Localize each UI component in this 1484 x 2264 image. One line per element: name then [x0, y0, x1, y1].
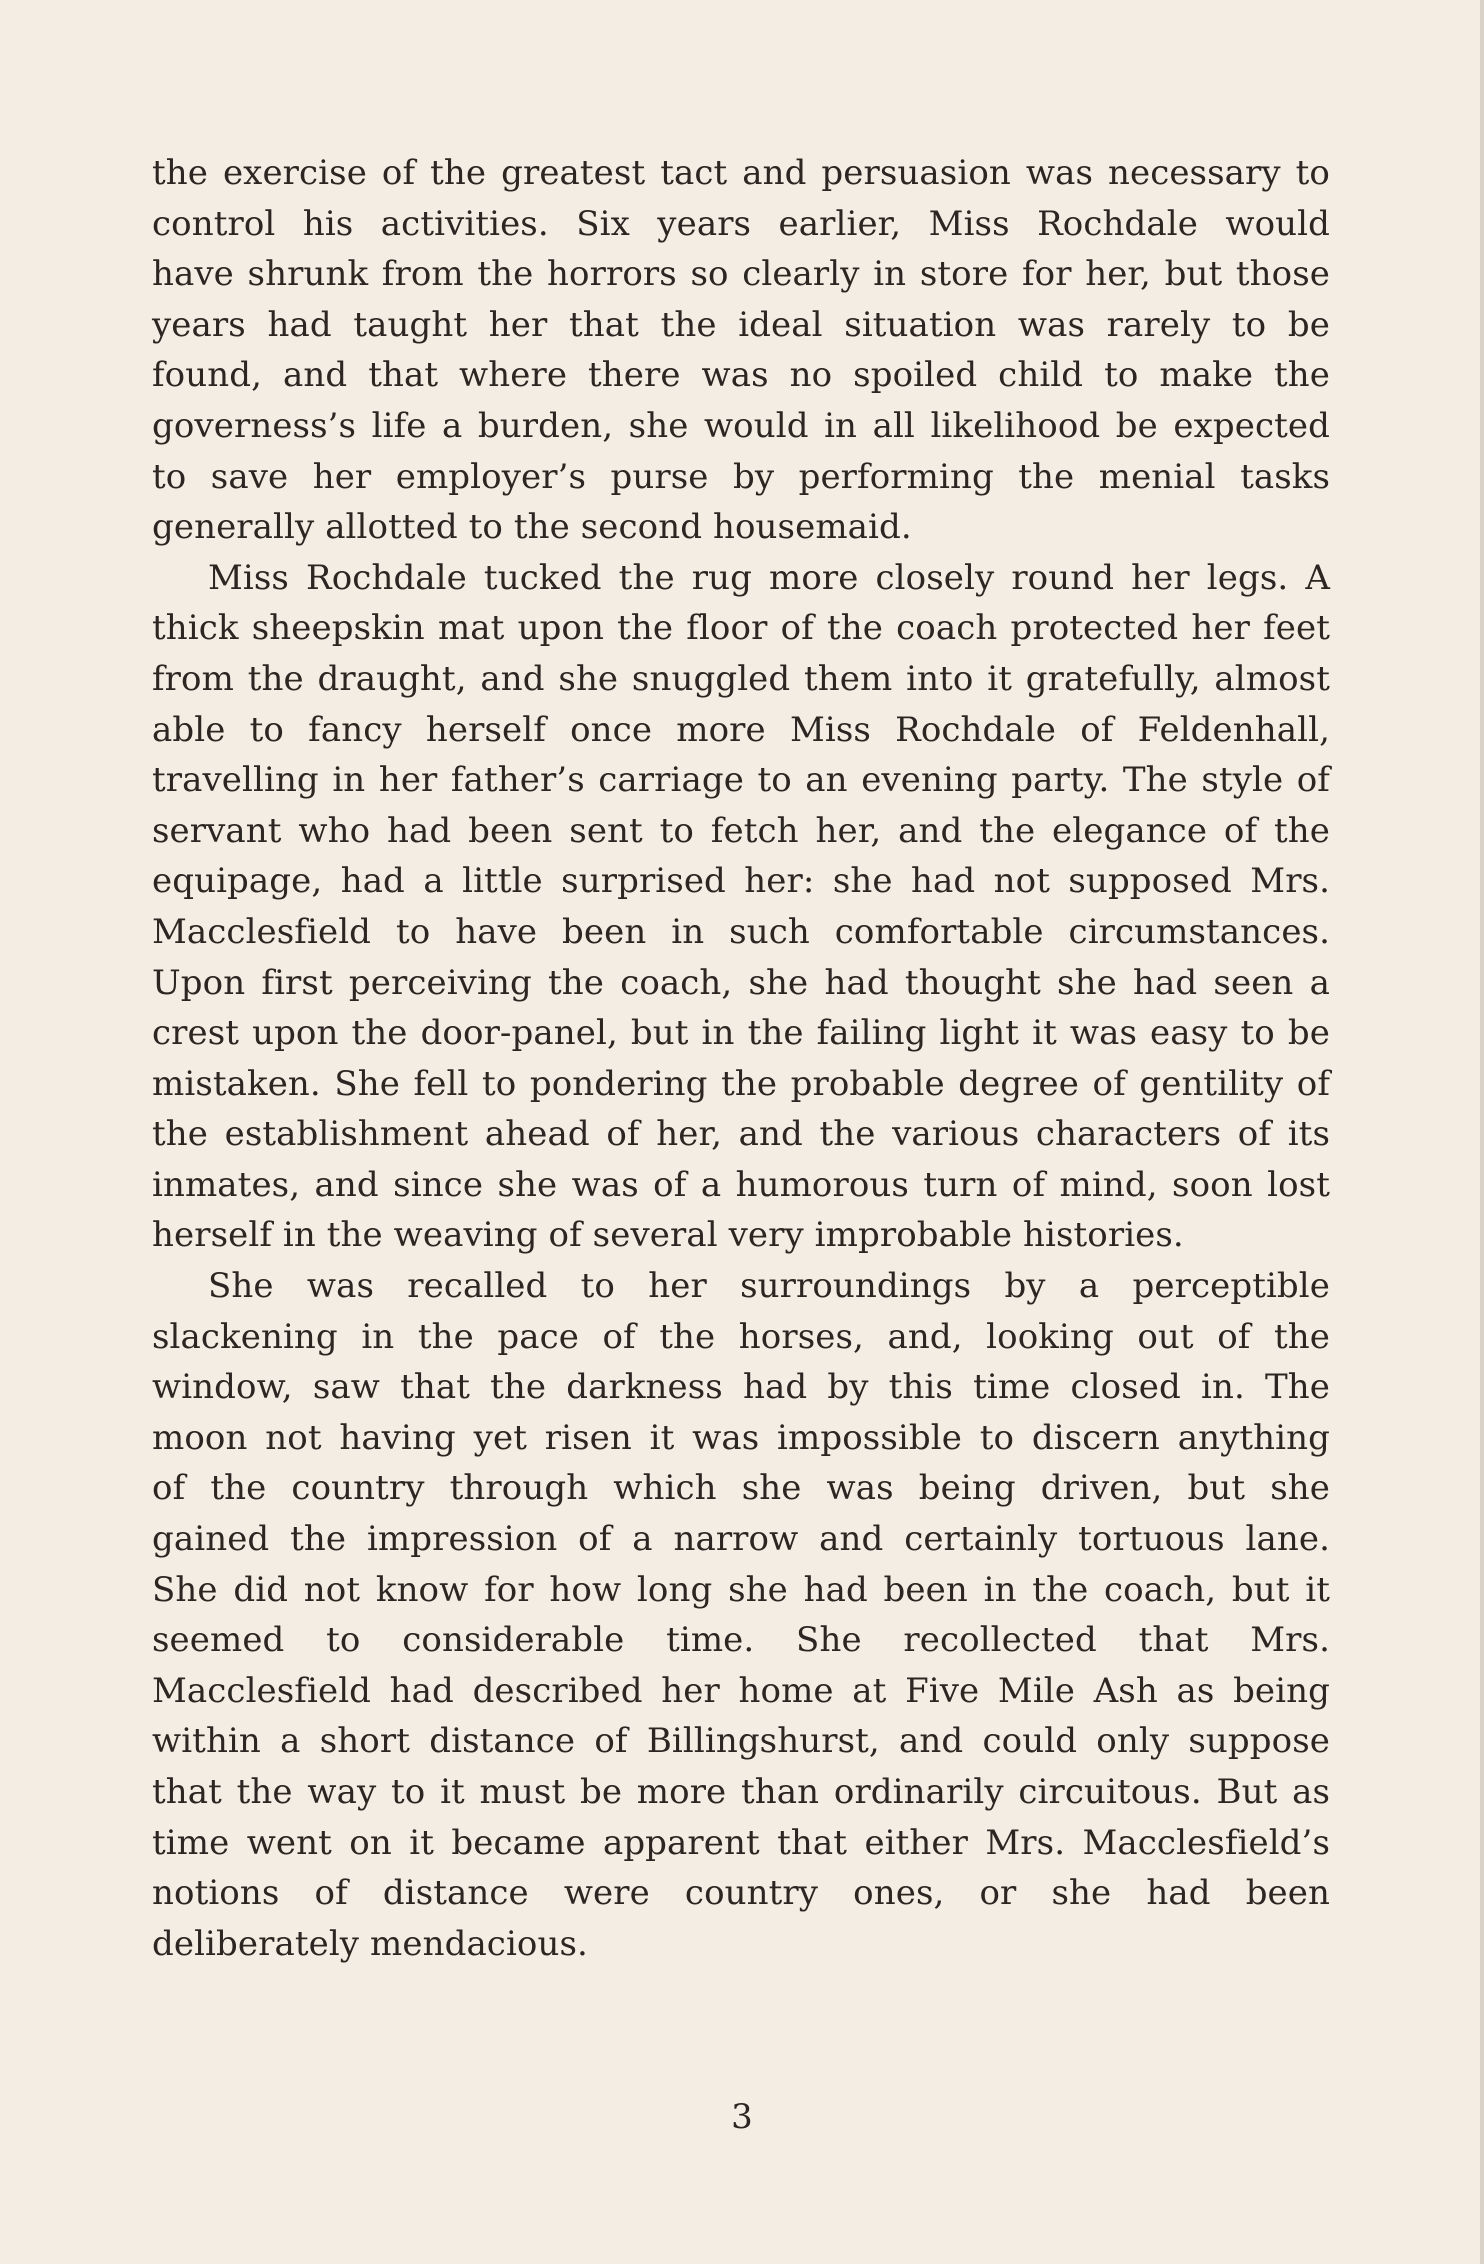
text-line: crest upon the door-panel, but in the failing light it was easy to be: [152, 1013, 1330, 1054]
text-line: gained the impression of a narrow and certainly tortuous lane.: [152, 1519, 1330, 1560]
text-line: servant who had been sent to fetch her, and the elegance of the: [152, 810, 1330, 851]
text-line: Macclesfield to have been in such comfortable circumstances.: [152, 911, 1330, 952]
text-line: equipage, had a little surprised her: she had not supposed Mrs.: [152, 861, 1330, 902]
text-line: found, and that where there was no spoiled child to make the: [152, 355, 1330, 396]
page-edge: [1480, 0, 1484, 2264]
text-line: travelling in her father’s carriage to an evening party. The style of: [152, 760, 1330, 801]
paragraph-3: [152, 1261, 1330, 1969]
text-line: years had taught her that the ideal situation was rarely to be: [152, 304, 1330, 345]
text-line: mistaken. She fell to pondering the probable degree of gentility of: [152, 1063, 1330, 1104]
text-line: Macclesfield had described her home at Five Mile Ash as being: [152, 1670, 1330, 1711]
text-line: herself in the weaving of several very improbable histories.: [152, 1215, 1184, 1256]
text-line: Upon first perceiving the coach, she had thought she had seen a: [152, 962, 1330, 1003]
paragraph-2: [152, 553, 1330, 1261]
text-line: Miss Rochdale tucked the rug more closely round her legs. A: [208, 557, 1330, 598]
text-line: notions of distance were country ones, or she had been: [152, 1873, 1330, 1914]
text-line: to save her employer’s purse by performing the menial tasks: [152, 456, 1330, 497]
text-line: the establishment ahead of her, and the various characters of its: [152, 1114, 1330, 1155]
text-line: the exercise of the greatest tact and persuasion was necessary to: [152, 153, 1330, 193]
text-line: have shrunk from the horrors so clearly in store for her, but those: [152, 254, 1330, 295]
text-line: deliberately mendacious.: [152, 1923, 588, 1964]
text-line: from the draught, and she snuggled them into it gratefully, almost: [152, 658, 1330, 699]
text-line: inmates, and since she was of a humorous turn of mind, soon lost: [152, 1164, 1330, 1205]
text-line: She did not know for how long she had been in the coach, but it: [152, 1569, 1330, 1610]
text-line: thick sheepskin mat upon the floor of the coach protected her feet: [152, 608, 1330, 649]
text-line: of the country through which she was being driven, but she: [152, 1468, 1330, 1509]
text-line: window, saw that the darkness had by this time closed in. The: [152, 1367, 1330, 1408]
text-line: governess’s life a burden, she would in all likelihood be expected: [152, 405, 1330, 446]
paragraph-1: [152, 148, 1330, 553]
text-line: time went on it became apparent that either Mrs. Macclesfield’s: [152, 1822, 1330, 1863]
text-line: seemed to considerable time. She recollected that Mrs.: [152, 1620, 1330, 1661]
text-line: slackening in the pace of the horses, and, looking out of the: [152, 1316, 1330, 1357]
page-number: 3: [731, 2097, 753, 2137]
text-line: within a short distance of Billingshurst, and could only suppose: [152, 1721, 1330, 1762]
text-line: able to fancy herself once more Miss Rochdale of Feldenhall,: [152, 709, 1330, 750]
text-line: that the way to it must be more than ordinarily circuitous. But as: [152, 1772, 1330, 1812]
text-line: control his activities. Six years earlier, Miss Rochdale would: [152, 203, 1330, 244]
text-line: generally allotted to the second housemaid.: [152, 507, 912, 548]
text-line: moon not having yet risen it was impossible to discern anything: [152, 1417, 1330, 1458]
body-text: [152, 148, 1330, 1969]
text-line: She was recalled to her surroundings by a perceptible: [208, 1266, 1330, 1307]
